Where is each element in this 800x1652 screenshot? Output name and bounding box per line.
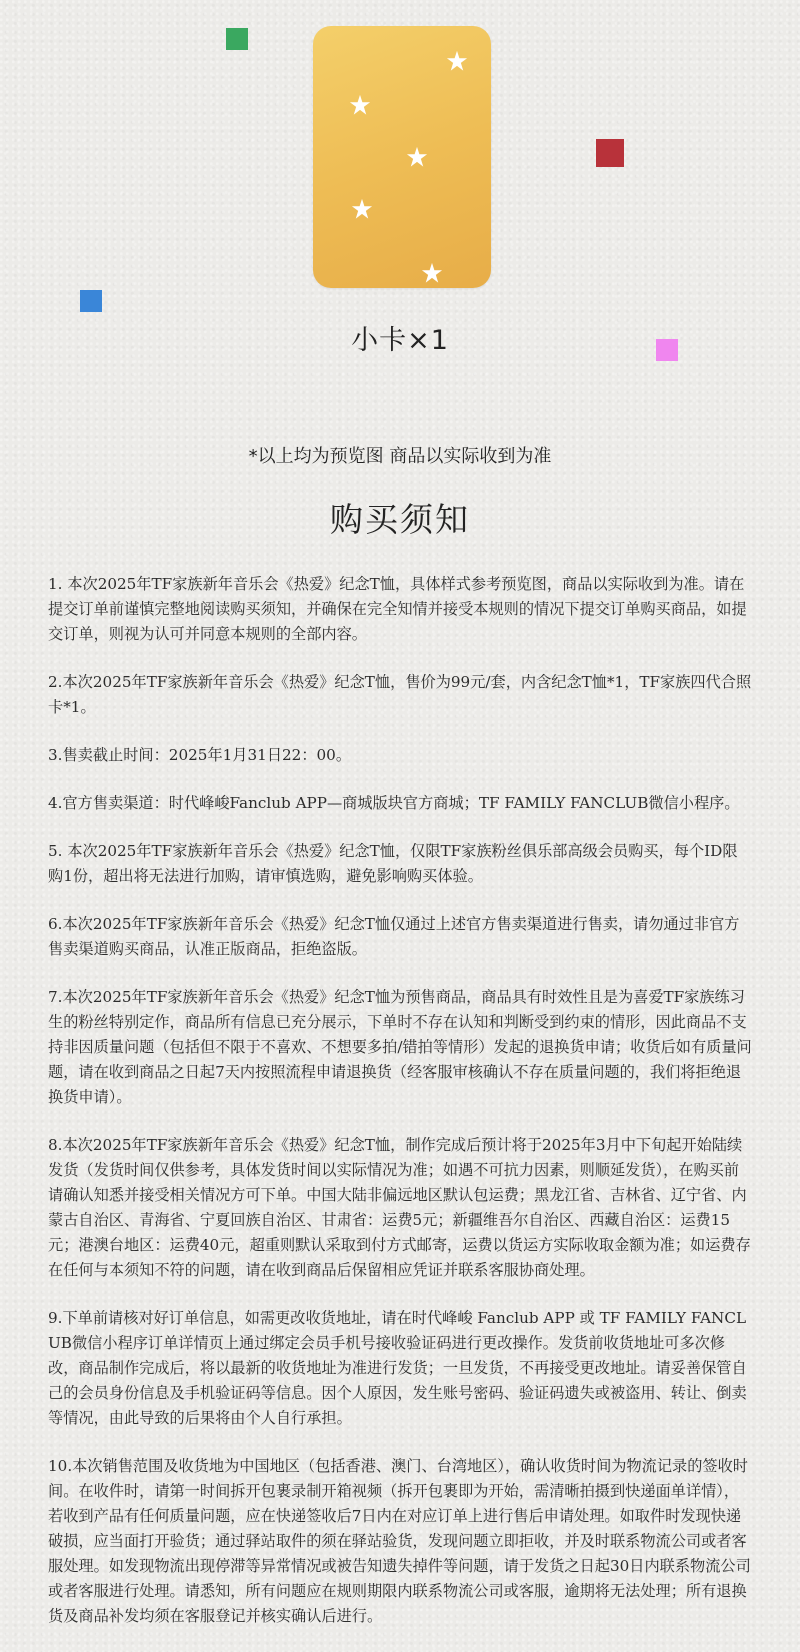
purchase-rules (48, 572, 752, 1652)
rule-item-4: 4.官方售卖渠道：时代峰峻Fanclub APP—商城版块官方商城；TF FAMILY FANCLUB微信小程序。 (48, 794, 740, 812)
rule-item-3: 3.售卖截止时间：2025年1月31日22：00。 (48, 746, 352, 764)
rule-item-6: 6.本次2025年TF家族新年音乐会《热爱》纪念T恤仅通过上述官方售卖渠道进行售卖，请勿通过非官方售卖渠道购买商品，认准正版商品，拒绝盗版。 (48, 915, 740, 958)
star-icon (351, 198, 373, 220)
rule-item-2: 2.本次2025年TF家族新年音乐会《热爱》纪念T恤，售价为99元/套，内含纪念T恤*1，TF家族四代合照卡*1。 (48, 673, 752, 716)
rule-item-10: 10.本次销售范围及收货地为中国地区（包括香港、澳门、台湾地区），确认收货时间为物流记录的签收时间。在收件时，请第一时间拆开包裹录制开箱视频（拆开包裹即为开始，需清晰拍摄到快递面单详情），若收到产品有任何质量问题，应在快递签收后7日内在对应订单上进行售后申请处理。如取件时发现快递破损，应当面打开验货；通过驿站取件的须在驿站验货，发现问题立即拒收，并及时联系物流公司或者客服处理。如发现物流出现停滞等异常情况或被告知遗失掉件等问题，请于发货之日起30日内联系物流公司或者客服进行处理。请悉知，所有问题应在规则期限内联系物流公司或客服，逾期将无法处理；所有退换货及商品补发均须在客服登记并核实确认后进行。 (48, 1457, 751, 1625)
star-icon (349, 94, 371, 116)
confetti-red (596, 139, 624, 167)
purchase-notice-title: 购买须知 (330, 500, 470, 539)
preview-disclaimer: *以上均为预览图 商品以实际收到为准 (248, 446, 552, 467)
rule-item-8: 8.本次2025年TF家族新年音乐会《热爱》纪念T恤，制作完成后预计将于2025年3月中下旬起开始陆续发货（发货时间仅供参考，具体发货时间以实际情况为准；如遇不可抗力因素，则顺延发货），在购买前请确认知悉并接受相关情况方可下单。中国大陆非偏远地区默认包运费；黑龙江省、吉林省、辽宁省、内蒙古自治区、青海省、宁夏回族自治区、甘肃省：运费5元；新疆维吾尔自治区、西藏自治区：运费15元；港澳台地区：运费40元，超重则默认采取到付方式邮寄，运费以货运方实际收取金额为准；如运费存在任何与本须知不符的问题，请在收到商品后保留相应凭证并联系客服协商处理。 (48, 1136, 751, 1279)
star-icon (421, 262, 443, 284)
star-icon (446, 50, 468, 72)
photo-card-preview (313, 26, 491, 288)
rule-item-5: 5. 本次2025年TF家族新年音乐会《热爱》纪念T恤，仅限TF家族粉丝俱乐部高级会员购买，每个ID限购1份，超出将无法进行加购，请审慎选购，避免影响购买体验。 (48, 842, 738, 885)
rule-item-1: 1. 本次2025年TF家族新年音乐会《热爱》纪念T恤，具体样式参考预览图，商品以实际收到为准。请在提交订单前谨慎完整地阅读购买须知，并确保在完全知情并接受本规则的情况下提交订单购买商品，如提交订单，则视为认可并同意本规则的全部内容。 (48, 575, 747, 643)
rule-item-7: 7.本次2025年TF家族新年音乐会《热爱》纪念T恤为预售商品，商品具有时效性且是为喜爱TF家族练习生的粉丝特别定作，商品所有信息已充分展示，下单时不存在认知和判断受到约束的情形，因此商品不支持非因质量问题（包括但不限于不喜欢、不想要多拍/错拍等情形）发起的退换货申请；收货后如有质量问题，请在收到商品之日起7天内按照流程申请退换货（经客服审核确认不存在质量问题的，我们将拒绝退换货申请）。 (48, 988, 752, 1106)
confetti-blue (80, 290, 102, 312)
star-icon (406, 146, 428, 168)
confetti-green (226, 28, 248, 50)
card-caption: 小卡×1 (351, 325, 449, 356)
rule-item-9: 9.下单前请核对好订单信息，如需更改收货地址，请在时代峰峻 Fanclub APP 或 TF FAMILY FANCLUB微信小程序订单详情页上通过绑定会员手机号接收验证码进行更改操作。发货前收货地址可多次修改，商品制作完成后，将以最新的收货地址为准进行发货；一旦发货，不再接受更改地址。请妥善保管自己的会员身份信息及手机验证码等信息。因个人原因，发生账号密码、验证码遗失或被盗用、转让、倒卖等情况，由此导致的后果将由个人自行承担。 (48, 1309, 747, 1427)
